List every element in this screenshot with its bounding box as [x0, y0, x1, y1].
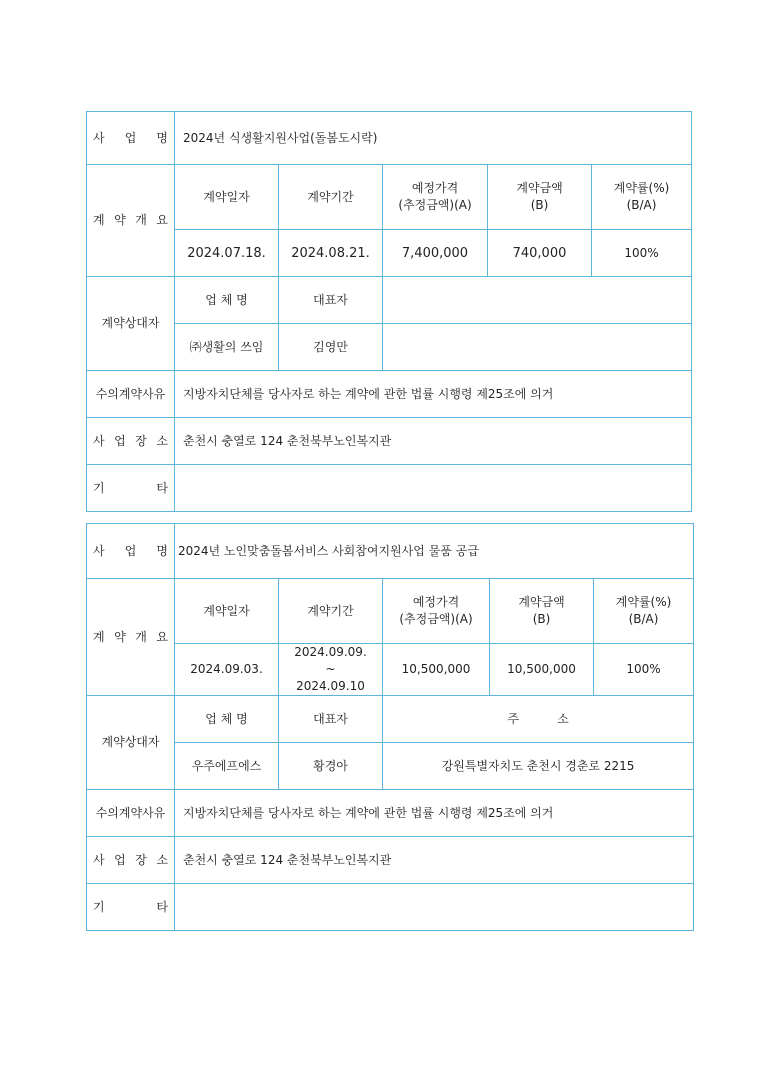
label-contract-party: 계약상대자 [87, 696, 175, 790]
label-char: 사 [93, 852, 105, 867]
label-char: 사 [93, 130, 105, 145]
location-value: 춘천시 충열로 124 춘천북부노인복지관 [175, 837, 694, 884]
header-contract-amount [490, 579, 594, 644]
header-line: (B/A) [626, 198, 657, 212]
header-contract-rate [592, 165, 692, 230]
label-char: 명 [156, 543, 168, 558]
header-estimated-price [383, 165, 488, 230]
estimated-price-value: 10,500,000 [383, 644, 490, 696]
label-char: 장 [135, 852, 147, 867]
header-contract-rate [594, 579, 694, 644]
label-reason: 수의계약사유 [87, 790, 175, 837]
header-contract-period: 계약기간 [279, 165, 383, 230]
representative-value: 김영만 [279, 324, 383, 371]
header-line: 계약률(%) [613, 181, 670, 195]
header-line: 계약금액 [518, 595, 565, 609]
contract-amount-value: 10,500,000 [490, 644, 594, 696]
label-char: 장 [135, 433, 147, 448]
address-header-empty [383, 277, 692, 324]
label-char: 소 [156, 852, 168, 867]
contract-period-value [279, 644, 383, 696]
label-project-name [87, 524, 175, 579]
company-value: ㈜생활의 쓰임 [175, 324, 279, 371]
contract-table-2 [86, 523, 694, 931]
label-char: 약 [114, 213, 126, 227]
label-etc [87, 884, 175, 931]
project-name-value: 2024년 식생활지원사업(돌봄도시락) [175, 112, 692, 165]
address-value: 강원특별자치도 춘천시 경춘로 2215 [383, 743, 694, 790]
header-contract-period: 계약기간 [279, 579, 383, 644]
header-contract-date: 계약일자 [175, 165, 279, 230]
header-line: (추정금액)(A) [399, 612, 473, 626]
header-line: 예정가격 [412, 595, 460, 609]
label-char: 타 [156, 480, 168, 495]
header-contract-date: 계약일자 [175, 579, 279, 644]
label-char: 사 [93, 543, 105, 558]
label-char: 요 [156, 213, 168, 227]
label-contract-overview [87, 165, 175, 277]
representative-value: 황경아 [279, 743, 383, 790]
label-char: 사 [93, 433, 105, 448]
label-char: 명 [156, 130, 168, 145]
header-contract-amount [488, 165, 592, 230]
period-start: 2024.09.09. [294, 645, 367, 659]
contract-date-value: 2024.07.18. [175, 230, 279, 277]
label-char: 약 [114, 629, 126, 644]
header-representative: 대표자 [279, 696, 383, 743]
contract-rate-value: 100% [594, 644, 694, 696]
label-contract-party: 계약상대자 [87, 277, 175, 371]
etc-value [175, 884, 694, 931]
label-char: 소 [156, 433, 168, 448]
label-char: 업 [114, 433, 126, 448]
label-char: 업 [124, 130, 137, 145]
location-value: 춘천시 충열로 124 춘천북부노인복지관 [175, 418, 692, 465]
period-separator: ~ [325, 662, 336, 676]
label-char: 업 [124, 543, 137, 558]
header-line: (B) [532, 612, 551, 626]
label-char: 계 [93, 213, 105, 227]
header-estimated-price [383, 579, 490, 644]
label-char: 타 [156, 899, 168, 914]
header-representative: 대표자 [279, 277, 383, 324]
contract-table-1 [86, 111, 692, 512]
header-line: (B) [530, 198, 549, 212]
header-line: (추정금액)(A) [398, 198, 472, 212]
label-char: 기 [93, 899, 105, 914]
label-contract-overview [87, 579, 175, 696]
label-char: 개 [135, 213, 147, 227]
etc-value [175, 465, 692, 512]
header-line: (B/A) [628, 612, 659, 626]
header-company: 업 체 명 [175, 277, 279, 324]
label-char: 요 [156, 629, 168, 644]
label-char: 업 [114, 852, 126, 867]
label-reason: 수의계약사유 [87, 371, 175, 418]
period-end: 2024.09.10 [296, 679, 365, 693]
contract-period-value: 2024.08.21. [279, 230, 383, 277]
label-char: 개 [135, 629, 147, 644]
header-line: 계약률(%) [615, 595, 672, 609]
project-name-value: 2024년 노인맞춤돌봄서비스 사회참여지원사업 물품 공급 [175, 524, 694, 579]
address-value-empty [383, 324, 692, 371]
header-company: 업 체 명 [175, 696, 279, 743]
company-value: 우주에프에스 [175, 743, 279, 790]
label-location [87, 418, 175, 465]
estimated-price-value: 7,400,000 [383, 230, 488, 277]
reason-value: 지방자치단체를 당사자로 하는 계약에 관한 법률 시행령 제25조에 의거 [175, 790, 694, 837]
label-location [87, 837, 175, 884]
label-char: 기 [93, 480, 105, 495]
reason-value: 지방자치단체를 당사자로 하는 계약에 관한 법률 시행령 제25조에 의거 [175, 371, 692, 418]
label-etc [87, 465, 175, 512]
label-project-name [87, 112, 175, 165]
header-line: 계약금액 [516, 181, 563, 195]
header-address: 주 소 [383, 696, 694, 743]
label-char: 계 [93, 629, 105, 644]
contract-amount-value: 740,000 [488, 230, 592, 277]
contract-rate-value: 100% [592, 230, 692, 277]
header-line: 예정가격 [411, 181, 459, 195]
contract-date-value: 2024.09.03. [175, 644, 279, 696]
